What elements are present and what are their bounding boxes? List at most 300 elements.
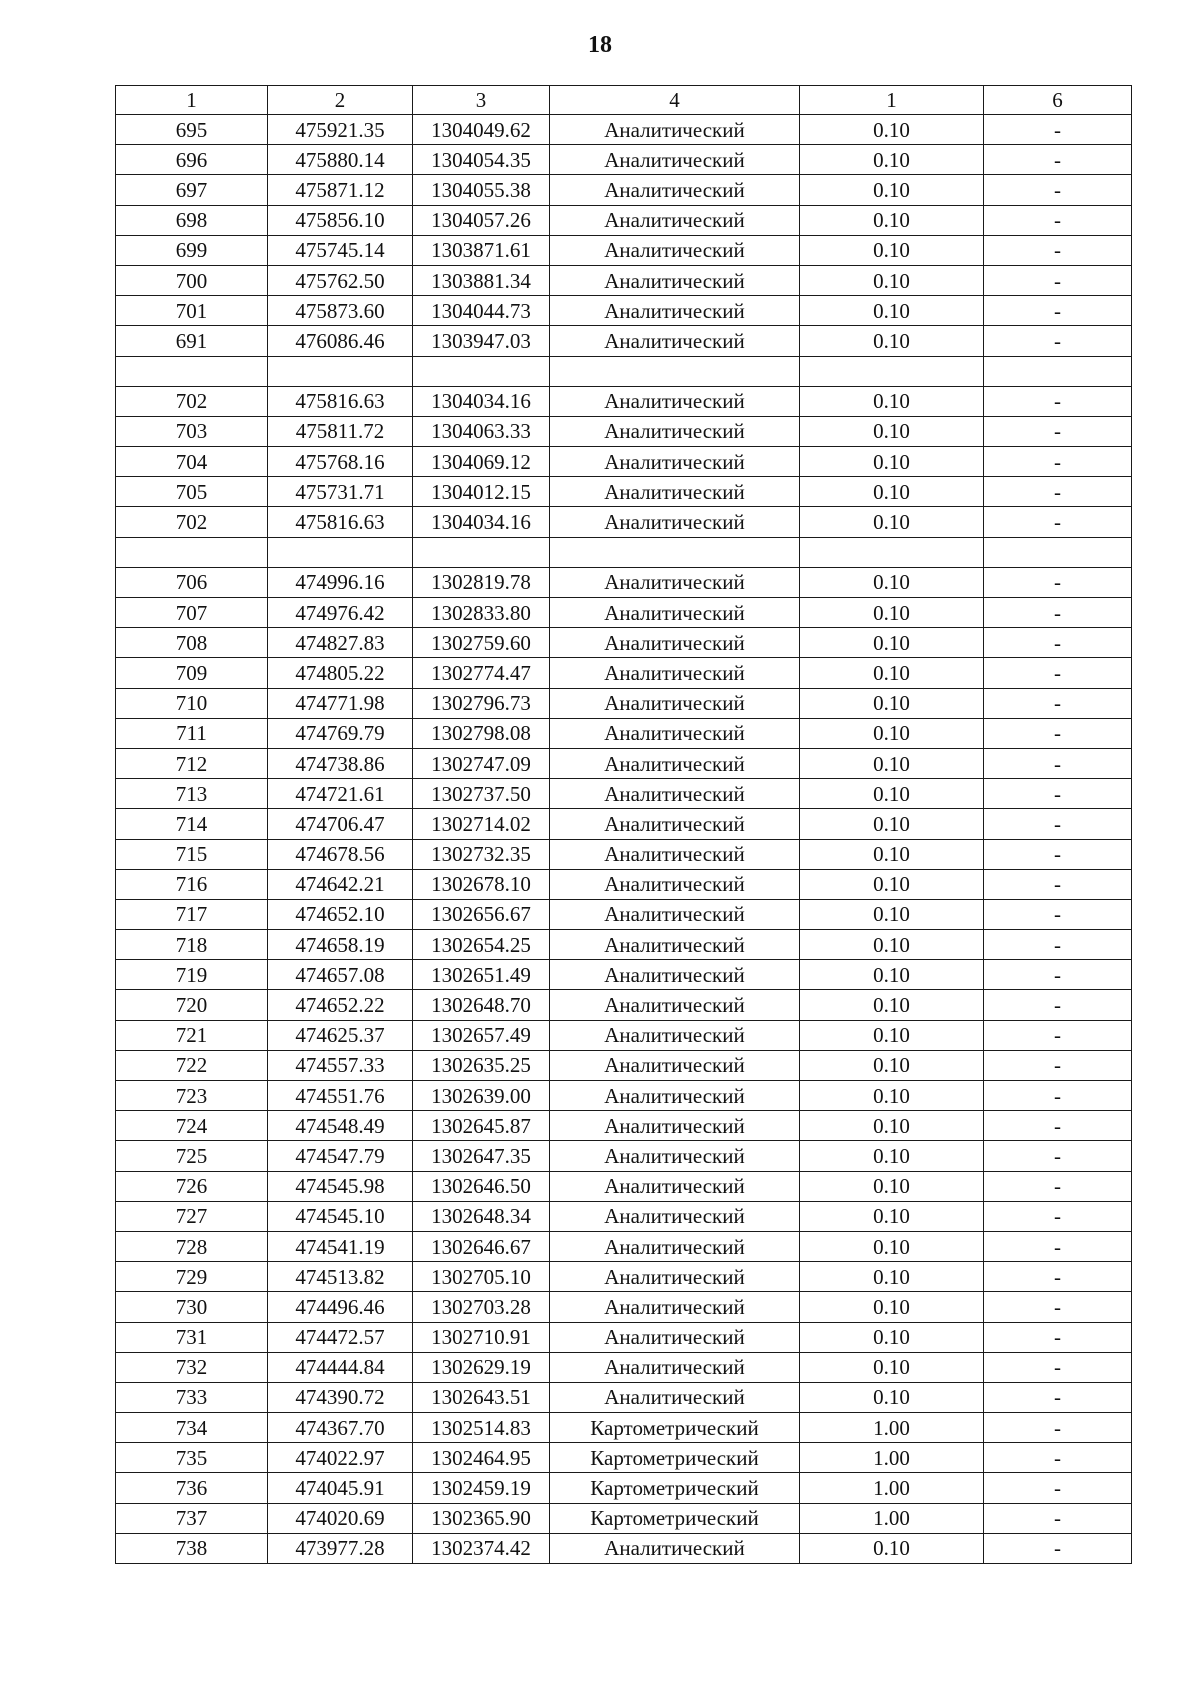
- note-cell: -: [984, 809, 1132, 839]
- accuracy-cell: 0.10: [800, 899, 984, 929]
- table-row: [116, 960, 1132, 990]
- y-coordinate-cell: 1304049.62: [413, 115, 550, 145]
- accuracy-cell: 0.10: [800, 115, 984, 145]
- point-number-cell: 718: [116, 930, 268, 960]
- note-cell: -: [984, 1171, 1132, 1201]
- method-cell: Аналитический: [550, 265, 800, 295]
- note-cell: -: [984, 175, 1132, 205]
- x-coordinate-cell: 474548.49: [268, 1111, 413, 1141]
- method-cell: Картометрический: [550, 1473, 800, 1503]
- point-number-cell: 731: [116, 1322, 268, 1352]
- method-cell: Аналитический: [550, 809, 800, 839]
- accuracy-cell: 0.10: [800, 265, 984, 295]
- y-coordinate-cell: [413, 356, 550, 386]
- x-coordinate-cell: 474706.47: [268, 809, 413, 839]
- table-row: [116, 1141, 1132, 1171]
- note-cell: -: [984, 447, 1132, 477]
- table-row: [116, 1050, 1132, 1080]
- accuracy-cell: 0.10: [800, 869, 984, 899]
- table-row: [116, 235, 1132, 265]
- method-cell: Аналитический: [550, 899, 800, 929]
- x-coordinate-cell: 474721.61: [268, 779, 413, 809]
- y-coordinate-cell: 1303947.03: [413, 326, 550, 356]
- x-coordinate-cell: 474769.79: [268, 718, 413, 748]
- x-coordinate-cell: 473977.28: [268, 1533, 413, 1563]
- method-cell: [550, 537, 800, 567]
- table-row: [116, 537, 1132, 567]
- table-row: [116, 265, 1132, 295]
- x-coordinate-cell: 474625.37: [268, 1020, 413, 1050]
- x-coordinate-cell: 474444.84: [268, 1352, 413, 1382]
- point-number-cell: 702: [116, 386, 268, 416]
- y-coordinate-cell: 1304012.15: [413, 477, 550, 507]
- table-row: [116, 1352, 1132, 1382]
- x-coordinate-cell: 474827.83: [268, 628, 413, 658]
- y-coordinate-cell: 1302514.83: [413, 1413, 550, 1443]
- table-row: [116, 839, 1132, 869]
- accuracy-cell: 0.10: [800, 145, 984, 175]
- table-row: [116, 1533, 1132, 1563]
- method-cell: Аналитический: [550, 688, 800, 718]
- y-coordinate-cell: 1302714.02: [413, 809, 550, 839]
- y-coordinate-cell: 1302705.10: [413, 1262, 550, 1292]
- accuracy-cell: 0.10: [800, 598, 984, 628]
- note-cell: -: [984, 1413, 1132, 1443]
- note-cell: -: [984, 416, 1132, 446]
- note-cell: -: [984, 1382, 1132, 1412]
- x-coordinate-cell: 474771.98: [268, 688, 413, 718]
- point-number-cell: 728: [116, 1231, 268, 1261]
- x-coordinate-cell: 475921.35: [268, 115, 413, 145]
- x-coordinate-cell: 475768.16: [268, 447, 413, 477]
- point-number-cell: 738: [116, 1533, 268, 1563]
- y-coordinate-cell: [413, 537, 550, 567]
- table-row: [116, 1231, 1132, 1261]
- y-coordinate-cell: 1303871.61: [413, 235, 550, 265]
- point-number-cell: 704: [116, 447, 268, 477]
- method-cell: Аналитический: [550, 205, 800, 235]
- table-body: [116, 115, 1132, 1564]
- y-coordinate-cell: 1302759.60: [413, 628, 550, 658]
- y-coordinate-cell: 1302798.08: [413, 718, 550, 748]
- table-row: [116, 1473, 1132, 1503]
- point-number-cell: 691: [116, 326, 268, 356]
- table-row: [116, 930, 1132, 960]
- method-cell: Аналитический: [550, 507, 800, 537]
- method-cell: Аналитический: [550, 115, 800, 145]
- y-coordinate-cell: 1302654.25: [413, 930, 550, 960]
- x-coordinate-cell: 474541.19: [268, 1231, 413, 1261]
- accuracy-cell: 0.10: [800, 205, 984, 235]
- y-coordinate-cell: 1302365.90: [413, 1503, 550, 1533]
- note-cell: -: [984, 1473, 1132, 1503]
- method-cell: Аналитический: [550, 779, 800, 809]
- y-coordinate-cell: 1302374.42: [413, 1533, 550, 1563]
- point-number-cell: 726: [116, 1171, 268, 1201]
- accuracy-cell: 0.10: [800, 1171, 984, 1201]
- note-cell: -: [984, 1352, 1132, 1382]
- point-number-cell: 698: [116, 205, 268, 235]
- column-header: 1: [116, 86, 268, 115]
- method-cell: Аналитический: [550, 145, 800, 175]
- accuracy-cell: 0.10: [800, 930, 984, 960]
- method-cell: Аналитический: [550, 1322, 800, 1352]
- point-number-cell: 732: [116, 1352, 268, 1382]
- note-cell: -: [984, 115, 1132, 145]
- note-cell: -: [984, 296, 1132, 326]
- point-number-cell: 711: [116, 718, 268, 748]
- point-number-cell: 701: [116, 296, 268, 326]
- note-cell: -: [984, 1111, 1132, 1141]
- table-row: [116, 477, 1132, 507]
- method-cell: Аналитический: [550, 1201, 800, 1231]
- note-cell: -: [984, 1050, 1132, 1080]
- accuracy-cell: 0.10: [800, 990, 984, 1020]
- accuracy-cell: 0.10: [800, 658, 984, 688]
- accuracy-cell: 0.10: [800, 447, 984, 477]
- y-coordinate-cell: 1302656.67: [413, 899, 550, 929]
- note-cell: -: [984, 1322, 1132, 1352]
- accuracy-cell: 0.10: [800, 1382, 984, 1412]
- y-coordinate-cell: 1303881.34: [413, 265, 550, 295]
- point-number-cell: 719: [116, 960, 268, 990]
- x-coordinate-cell: 475856.10: [268, 205, 413, 235]
- point-number-cell: 736: [116, 1473, 268, 1503]
- note-cell: -: [984, 265, 1132, 295]
- y-coordinate-cell: 1302464.95: [413, 1443, 550, 1473]
- note-cell: -: [984, 1020, 1132, 1050]
- table-row: [116, 115, 1132, 145]
- accuracy-cell: 0.10: [800, 1081, 984, 1111]
- method-cell: Аналитический: [550, 447, 800, 477]
- point-number-cell: 702: [116, 507, 268, 537]
- table-row: [116, 175, 1132, 205]
- note-cell: -: [984, 477, 1132, 507]
- note-cell: -: [984, 628, 1132, 658]
- x-coordinate-cell: 474642.21: [268, 869, 413, 899]
- table-row: [116, 809, 1132, 839]
- x-coordinate-cell: 475816.63: [268, 507, 413, 537]
- method-cell: Аналитический: [550, 1020, 800, 1050]
- point-number-cell: 737: [116, 1503, 268, 1533]
- method-cell: Аналитический: [550, 1262, 800, 1292]
- y-coordinate-cell: 1302648.70: [413, 990, 550, 1020]
- accuracy-cell: 0.10: [800, 507, 984, 537]
- x-coordinate-cell: 475816.63: [268, 386, 413, 416]
- y-coordinate-cell: 1302747.09: [413, 748, 550, 778]
- y-coordinate-cell: 1302678.10: [413, 869, 550, 899]
- table-row: [116, 416, 1132, 446]
- x-coordinate-cell: 474805.22: [268, 658, 413, 688]
- x-coordinate-cell: [268, 356, 413, 386]
- accuracy-cell: 0.10: [800, 628, 984, 658]
- y-coordinate-cell: 1302643.51: [413, 1382, 550, 1412]
- accuracy-cell: 0.10: [800, 779, 984, 809]
- accuracy-cell: 0.10: [800, 1201, 984, 1231]
- point-number-cell: [116, 356, 268, 386]
- point-number-cell: 716: [116, 869, 268, 899]
- note-cell: -: [984, 1081, 1132, 1111]
- table-row: [116, 1503, 1132, 1533]
- method-cell: Аналитический: [550, 416, 800, 446]
- point-number-cell: 721: [116, 1020, 268, 1050]
- accuracy-cell: 1.00: [800, 1473, 984, 1503]
- accuracy-cell: 0.10: [800, 748, 984, 778]
- point-number-cell: 699: [116, 235, 268, 265]
- note-cell: -: [984, 598, 1132, 628]
- method-cell: Аналитический: [550, 748, 800, 778]
- x-coordinate-cell: 474045.91: [268, 1473, 413, 1503]
- method-cell: Аналитический: [550, 1292, 800, 1322]
- table-row: [116, 567, 1132, 597]
- note-cell: -: [984, 205, 1132, 235]
- table-row: [116, 1081, 1132, 1111]
- y-coordinate-cell: 1302629.19: [413, 1352, 550, 1382]
- y-coordinate-cell: 1302645.87: [413, 1111, 550, 1141]
- column-header: 1: [800, 86, 984, 115]
- x-coordinate-cell: 474976.42: [268, 598, 413, 628]
- point-number-cell: 722: [116, 1050, 268, 1080]
- table-row: [116, 688, 1132, 718]
- x-coordinate-cell: 474496.46: [268, 1292, 413, 1322]
- x-coordinate-cell: 474551.76: [268, 1081, 413, 1111]
- y-coordinate-cell: 1302647.35: [413, 1141, 550, 1171]
- y-coordinate-cell: 1302657.49: [413, 1020, 550, 1050]
- point-number-cell: 715: [116, 839, 268, 869]
- point-number-cell: 712: [116, 748, 268, 778]
- method-cell: Аналитический: [550, 628, 800, 658]
- method-cell: Аналитический: [550, 296, 800, 326]
- accuracy-cell: 0.10: [800, 809, 984, 839]
- y-coordinate-cell: 1302774.47: [413, 658, 550, 688]
- y-coordinate-cell: 1302646.50: [413, 1171, 550, 1201]
- accuracy-cell: 0.10: [800, 960, 984, 990]
- accuracy-cell: 0.10: [800, 1141, 984, 1171]
- table-row: [116, 296, 1132, 326]
- point-number-cell: 735: [116, 1443, 268, 1473]
- point-number-cell: 733: [116, 1382, 268, 1412]
- table-row: [116, 1413, 1132, 1443]
- accuracy-cell: 0.10: [800, 688, 984, 718]
- column-header: 3: [413, 86, 550, 115]
- column-header: 6: [984, 86, 1132, 115]
- note-cell: -: [984, 869, 1132, 899]
- y-coordinate-cell: 1302639.00: [413, 1081, 550, 1111]
- table-row: [116, 1322, 1132, 1352]
- table-row: [116, 598, 1132, 628]
- point-number-cell: 727: [116, 1201, 268, 1231]
- y-coordinate-cell: 1304044.73: [413, 296, 550, 326]
- accuracy-cell: 0.10: [800, 1111, 984, 1141]
- point-number-cell: 713: [116, 779, 268, 809]
- method-cell: Картометрический: [550, 1503, 800, 1533]
- point-number-cell: 734: [116, 1413, 268, 1443]
- method-cell: Аналитический: [550, 839, 800, 869]
- accuracy-cell: 0.10: [800, 1292, 984, 1322]
- method-cell: Аналитический: [550, 1111, 800, 1141]
- method-cell: Аналитический: [550, 718, 800, 748]
- y-coordinate-cell: 1302635.25: [413, 1050, 550, 1080]
- method-cell: Аналитический: [550, 386, 800, 416]
- x-coordinate-cell: 474557.33: [268, 1050, 413, 1080]
- table-row: [116, 205, 1132, 235]
- x-coordinate-cell: 475871.12: [268, 175, 413, 205]
- note-cell: [984, 537, 1132, 567]
- table-row: [116, 1020, 1132, 1050]
- point-number-cell: 700: [116, 265, 268, 295]
- note-cell: -: [984, 990, 1132, 1020]
- point-number-cell: 725: [116, 1141, 268, 1171]
- x-coordinate-cell: 474996.16: [268, 567, 413, 597]
- note-cell: -: [984, 145, 1132, 175]
- note-cell: -: [984, 235, 1132, 265]
- method-cell: Аналитический: [550, 175, 800, 205]
- note-cell: -: [984, 1503, 1132, 1533]
- point-number-cell: 729: [116, 1262, 268, 1292]
- table-row: [116, 1111, 1132, 1141]
- accuracy-cell: [800, 356, 984, 386]
- x-coordinate-cell: [268, 537, 413, 567]
- point-number-cell: 707: [116, 598, 268, 628]
- table-row: [116, 748, 1132, 778]
- method-cell: Аналитический: [550, 869, 800, 899]
- method-cell: Аналитический: [550, 326, 800, 356]
- table-row: [116, 899, 1132, 929]
- x-coordinate-cell: 475873.60: [268, 296, 413, 326]
- point-number-cell: 695: [116, 115, 268, 145]
- table-row: [116, 869, 1132, 899]
- accuracy-cell: 1.00: [800, 1443, 984, 1473]
- note-cell: -: [984, 658, 1132, 688]
- x-coordinate-cell: 474658.19: [268, 930, 413, 960]
- note-cell: [984, 356, 1132, 386]
- method-cell: Аналитический: [550, 1081, 800, 1111]
- method-cell: Аналитический: [550, 598, 800, 628]
- point-number-cell: 730: [116, 1292, 268, 1322]
- accuracy-cell: 0.10: [800, 1533, 984, 1563]
- method-cell: [550, 356, 800, 386]
- point-number-cell: 714: [116, 809, 268, 839]
- accuracy-cell: 0.10: [800, 1231, 984, 1261]
- table-header-row: [116, 86, 1132, 115]
- note-cell: -: [984, 567, 1132, 597]
- x-coordinate-cell: 474738.86: [268, 748, 413, 778]
- table-row: [116, 990, 1132, 1020]
- point-number-cell: 696: [116, 145, 268, 175]
- point-number-cell: 708: [116, 628, 268, 658]
- accuracy-cell: 0.10: [800, 567, 984, 597]
- x-coordinate-cell: 474545.98: [268, 1171, 413, 1201]
- accuracy-cell: 1.00: [800, 1413, 984, 1443]
- y-coordinate-cell: 1302646.67: [413, 1231, 550, 1261]
- table-row: [116, 718, 1132, 748]
- coordinates-table: [115, 85, 1132, 1564]
- table-row: [116, 1171, 1132, 1201]
- method-cell: Аналитический: [550, 477, 800, 507]
- method-cell: Аналитический: [550, 1382, 800, 1412]
- note-cell: -: [984, 1231, 1132, 1261]
- column-header: 2: [268, 86, 413, 115]
- note-cell: -: [984, 718, 1132, 748]
- accuracy-cell: 0.10: [800, 235, 984, 265]
- method-cell: Аналитический: [550, 235, 800, 265]
- note-cell: -: [984, 1292, 1132, 1322]
- note-cell: -: [984, 1262, 1132, 1292]
- x-coordinate-cell: 475731.71: [268, 477, 413, 507]
- table-row: [116, 145, 1132, 175]
- note-cell: -: [984, 779, 1132, 809]
- y-coordinate-cell: 1304034.16: [413, 507, 550, 537]
- x-coordinate-cell: 476086.46: [268, 326, 413, 356]
- table-row: [116, 658, 1132, 688]
- y-coordinate-cell: 1302819.78: [413, 567, 550, 597]
- point-number-cell: [116, 537, 268, 567]
- point-number-cell: 703: [116, 416, 268, 446]
- page-number: 18: [588, 32, 612, 58]
- x-coordinate-cell: 475811.72: [268, 416, 413, 446]
- x-coordinate-cell: 474547.79: [268, 1141, 413, 1171]
- y-coordinate-cell: 1302796.73: [413, 688, 550, 718]
- method-cell: Аналитический: [550, 658, 800, 688]
- table-row: [116, 356, 1132, 386]
- note-cell: -: [984, 1533, 1132, 1563]
- table-row: [116, 1201, 1132, 1231]
- accuracy-cell: 0.10: [800, 1050, 984, 1080]
- note-cell: -: [984, 326, 1132, 356]
- accuracy-cell: 0.10: [800, 296, 984, 326]
- table-row: [116, 628, 1132, 658]
- x-coordinate-cell: 475745.14: [268, 235, 413, 265]
- table-row: [116, 779, 1132, 809]
- accuracy-cell: 0.10: [800, 1352, 984, 1382]
- method-cell: Аналитический: [550, 990, 800, 1020]
- x-coordinate-cell: 474545.10: [268, 1201, 413, 1231]
- x-coordinate-cell: 475762.50: [268, 265, 413, 295]
- x-coordinate-cell: 474652.22: [268, 990, 413, 1020]
- accuracy-cell: 0.10: [800, 1322, 984, 1352]
- note-cell: -: [984, 1443, 1132, 1473]
- accuracy-cell: 0.10: [800, 416, 984, 446]
- column-header: 4: [550, 86, 800, 115]
- x-coordinate-cell: 474022.97: [268, 1443, 413, 1473]
- method-cell: Картометрический: [550, 1443, 800, 1473]
- method-cell: Аналитический: [550, 1533, 800, 1563]
- x-coordinate-cell: 474652.10: [268, 899, 413, 929]
- point-number-cell: 723: [116, 1081, 268, 1111]
- note-cell: -: [984, 899, 1132, 929]
- method-cell: Аналитический: [550, 1352, 800, 1382]
- y-coordinate-cell: 1302651.49: [413, 960, 550, 990]
- y-coordinate-cell: 1304055.38: [413, 175, 550, 205]
- method-cell: Аналитический: [550, 1050, 800, 1080]
- point-number-cell: 705: [116, 477, 268, 507]
- note-cell: -: [984, 1201, 1132, 1231]
- table-row: [116, 1292, 1132, 1322]
- accuracy-cell: 0.10: [800, 1262, 984, 1292]
- x-coordinate-cell: 474678.56: [268, 839, 413, 869]
- accuracy-cell: 0.10: [800, 839, 984, 869]
- y-coordinate-cell: 1304034.16: [413, 386, 550, 416]
- accuracy-cell: 0.10: [800, 386, 984, 416]
- x-coordinate-cell: 474020.69: [268, 1503, 413, 1533]
- accuracy-cell: 0.10: [800, 326, 984, 356]
- accuracy-cell: 0.10: [800, 175, 984, 205]
- table-row: [116, 1262, 1132, 1292]
- y-coordinate-cell: 1302459.19: [413, 1473, 550, 1503]
- note-cell: -: [984, 748, 1132, 778]
- y-coordinate-cell: 1302710.91: [413, 1322, 550, 1352]
- x-coordinate-cell: 474390.72: [268, 1382, 413, 1412]
